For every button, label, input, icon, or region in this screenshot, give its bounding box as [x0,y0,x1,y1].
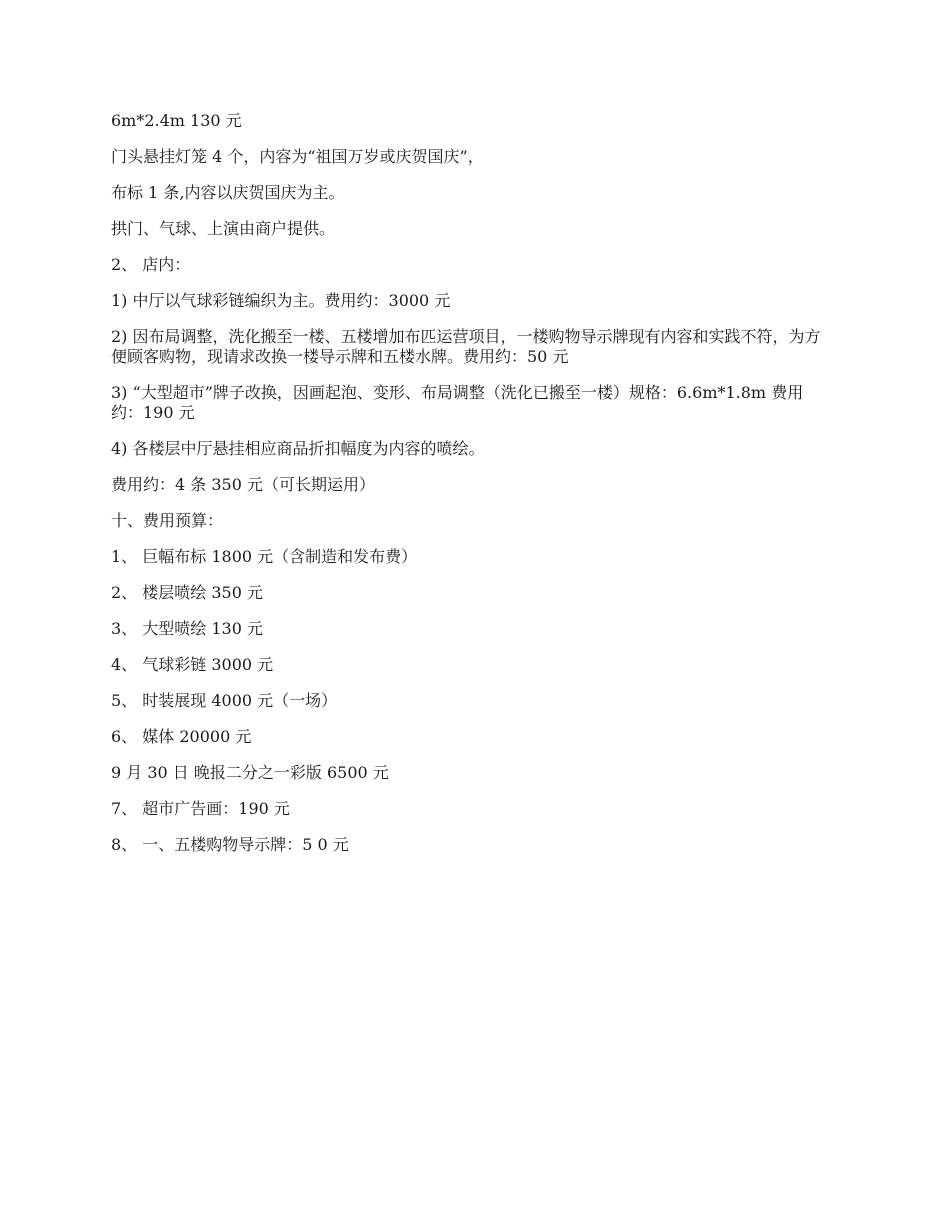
paragraph: 门头悬挂灯笼 4 个，内容为“祖国万岁或庆贺国庆”， [111,147,484,166]
budget-item: 5、 时装展现 4000 元（一场） [111,691,338,710]
paragraph: 3) “大型超市”牌子改换，因画起泡、变形、布局调整（洗化已搬至一楼）规格：6.6m*1.8m 费用约：190 元 [111,383,804,422]
budget-item: 7、 超市广告画：190 元 [111,799,290,818]
budget-item: 4、 气球彩链 3000 元 [111,655,274,674]
section-heading: 十、费用预算： [111,511,224,530]
document-body [111,111,831,871]
budget-item: 1、 巨幅布标 1800 元（含制造和发布费） [111,547,418,566]
paragraph: 1) 中厅以气球彩链编织为主。费用约：3000 元 [111,291,451,310]
section-heading: 2、 店内： [111,255,191,274]
paragraph: 费用约：4 条 350 元（可长期运用） [111,475,375,494]
paragraph: 6m*2.4m 130 元 [111,111,242,130]
paragraph: 2) 因布局调整，洗化搬至一楼、五楼增加布匹运营项目，一楼购物导示牌现有内容和实践不符，为方便顾客购物，现请求改换一楼导示牌和五楼水牌。费用约：50 元 [111,327,821,366]
budget-item: 6、 媒体 20000 元 [111,727,252,746]
budget-item: 3、 大型喷绘 130 元 [111,619,263,638]
budget-item: 8、 一、五楼购物导示牌：5 0 元 [111,835,349,854]
paragraph: 4) 各楼层中厅悬挂相应商品折扣幅度为内容的喷绘。 [111,439,485,458]
budget-item: 9 月 30 日 晚报二分之一彩版 6500 元 [111,763,389,782]
budget-item: 2、 楼层喷绘 350 元 [111,583,263,602]
paragraph: 布标 1 条,内容以庆贺国庆为主。 [111,183,345,202]
paragraph: 拱门、气球、上演由商户提供。 [111,219,336,238]
